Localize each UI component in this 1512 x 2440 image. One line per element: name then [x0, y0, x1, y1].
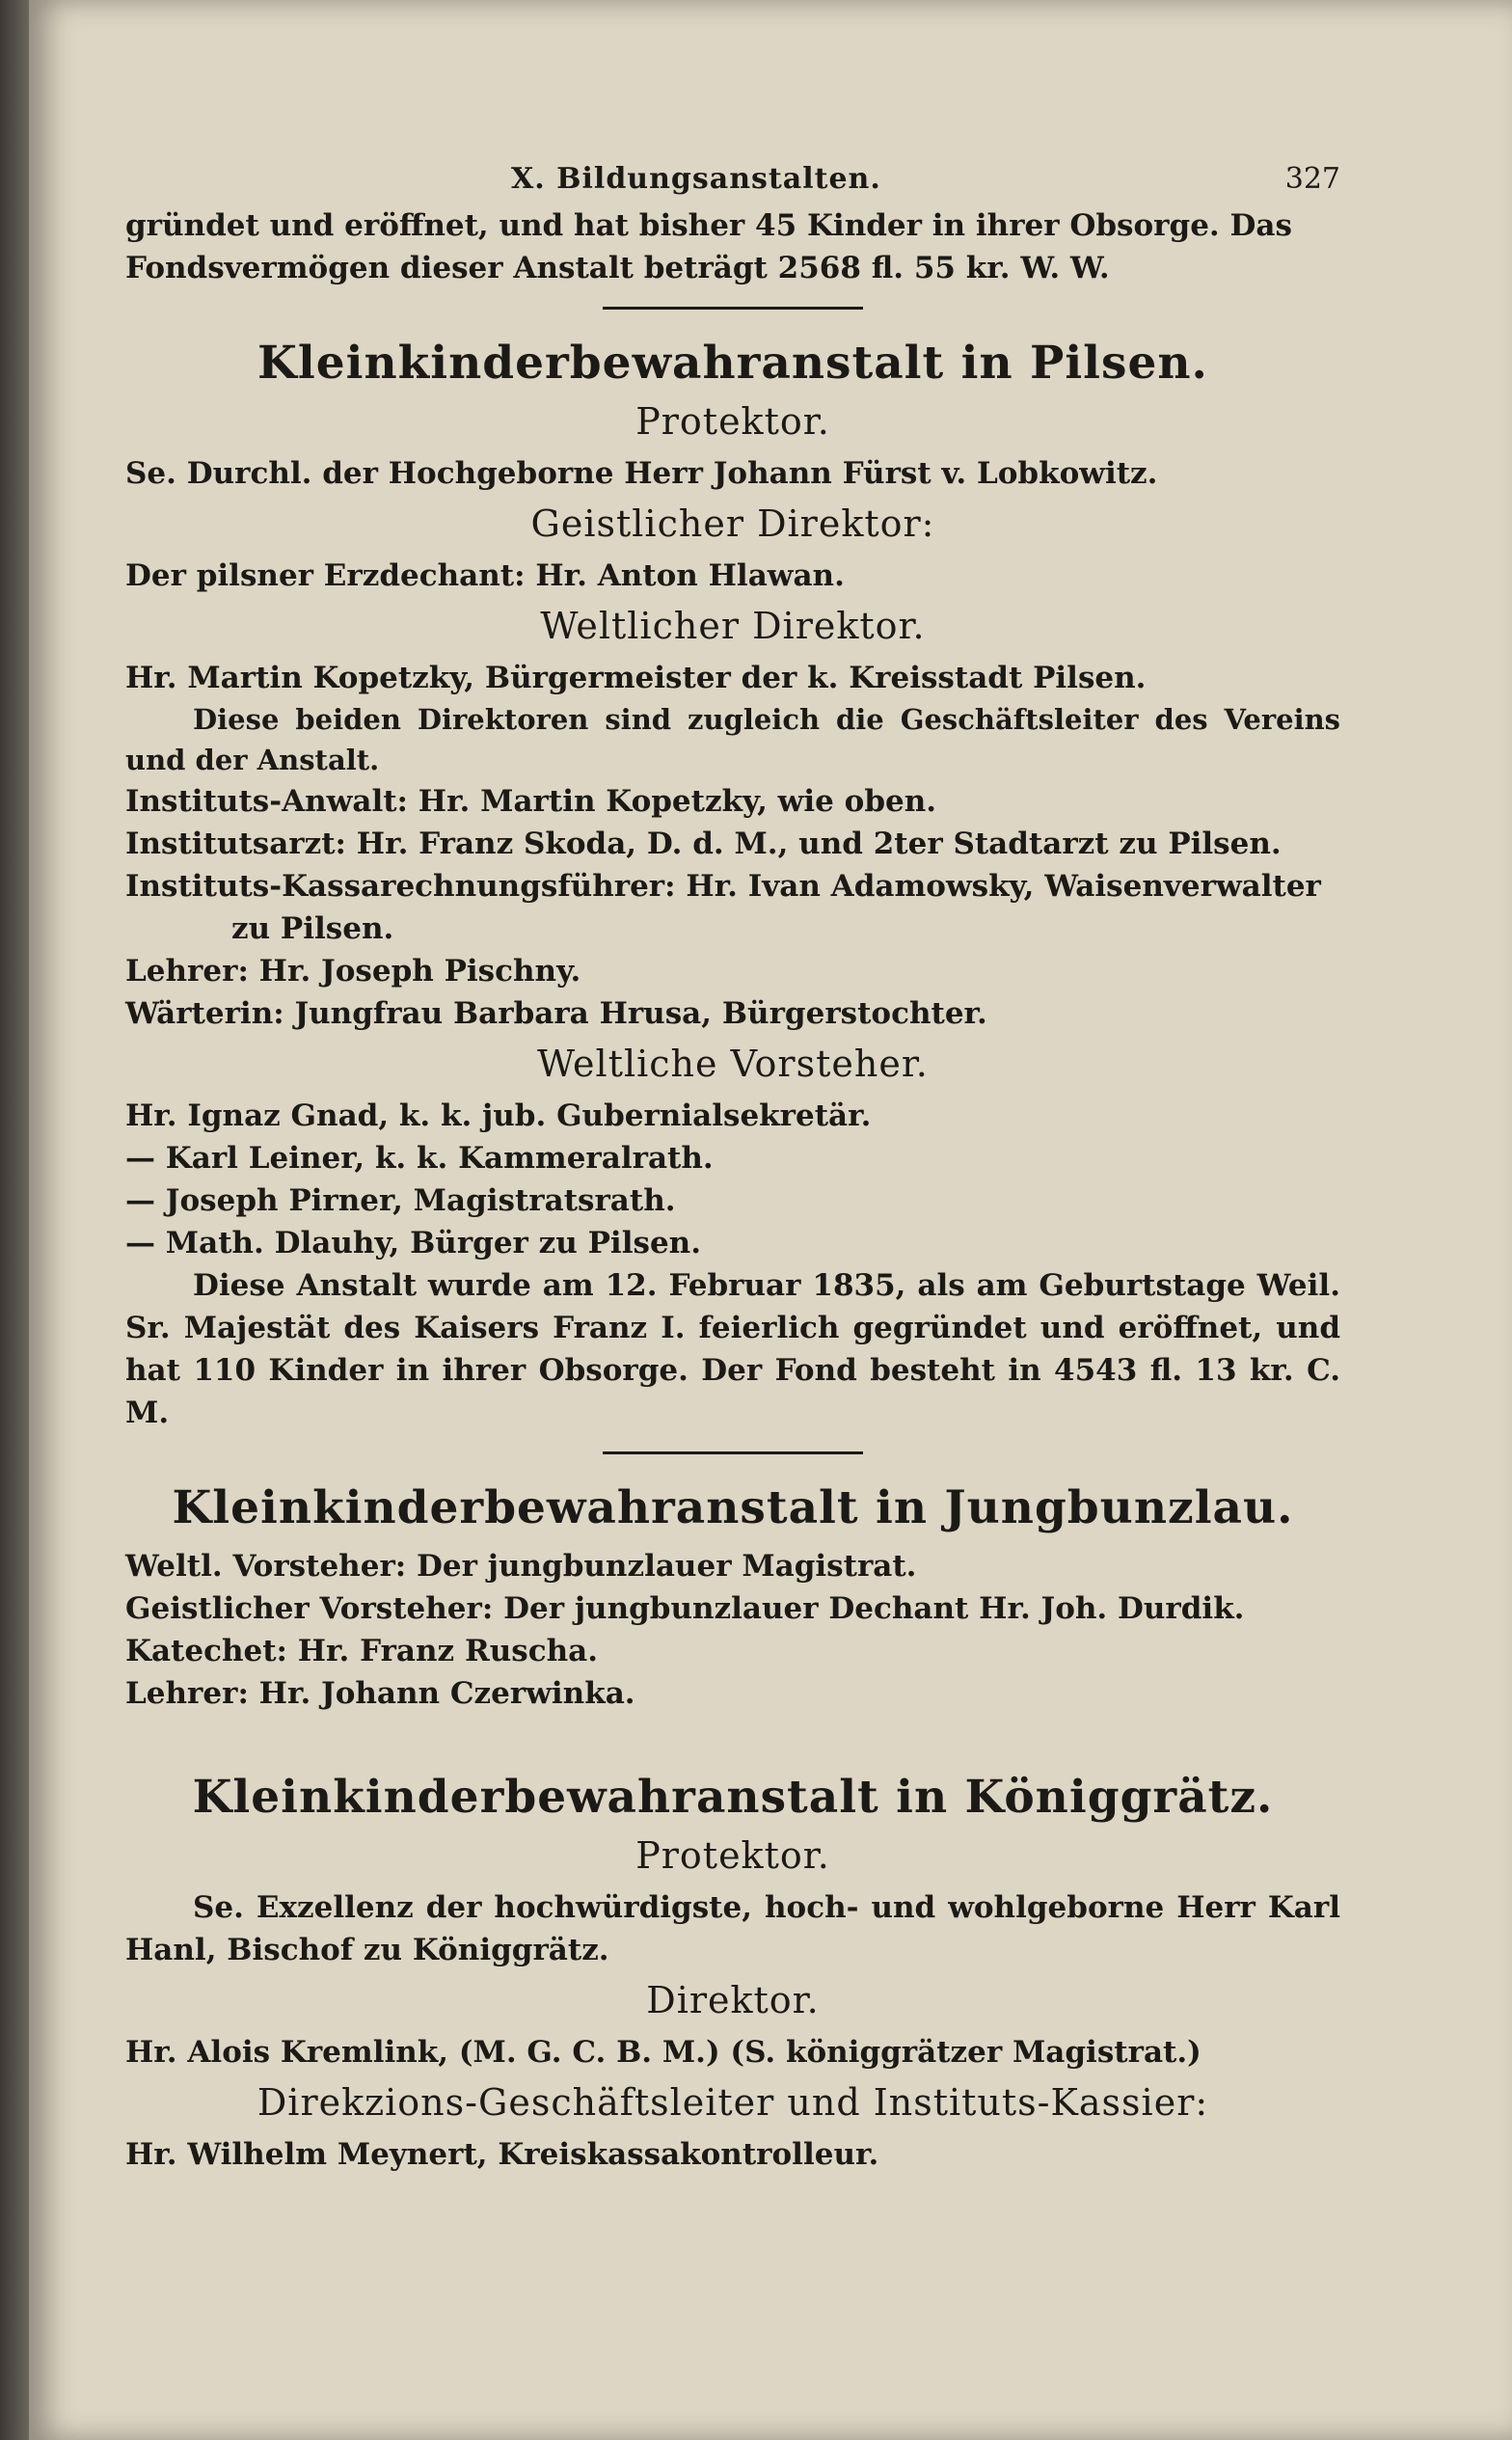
- protektor-entry: Se. Durchl. der Hochgeborne Herr Johann Fürst v. Lobkowitz.: [125, 456, 1158, 491]
- kassier-entry: Hr. Wilhelm Meynert, Kreiskassakontrolleur.: [125, 2137, 879, 2172]
- lehrer-entry: Lehrer: Hr. Johann Czerwinka.: [125, 1676, 635, 1711]
- running-title: X. Bildungsanstalten.: [511, 162, 881, 196]
- weltlicher-direktor-heading: Weltlicher Direktor.: [540, 605, 926, 647]
- protektor-entry: Se. Exzellenz der hochwürdigste, hoch- und wohlgeborne Herr Karl Hanl, Bischof zu Königgrätz.: [125, 1890, 1340, 1967]
- kassier-heading: Direkzions-Geschäftsleiter und Instituts-Kassier:: [256, 2081, 1209, 2124]
- vorsteher-entry: Hr. Ignaz Gnad, k. k. jub. Gubernialsekretär.: [125, 1098, 872, 1133]
- vorsteher-entry: — Joseph Pirner, Magistratsrath.: [125, 1183, 676, 1218]
- intro-line-1: gründet und eröffnet, und hat bisher 45 Kinder in ihrer Obsorge. Das: [125, 208, 1292, 243]
- book-page: [29, 0, 1512, 2440]
- katechet-entry: Katechet: Hr. Franz Ruscha.: [125, 1634, 598, 1668]
- rechnungsfuehrer-entry: Instituts-Kassarechnungsführer: Hr. Ivan Adamowsky, Waisenverwalter: [125, 869, 1321, 904]
- book-gutter: [0, 0, 29, 2440]
- founding-note: Diese Anstalt wurde am 12. Februar 1835, als am Geburtstage Weil. Sr. Majestät des Kaisers Franz I. feierlich gegründet und eröffnet, und hat 110 Kinder in ihrer Obsorge. Der Fond besteht in 4543 fl. 13 kr. C. M.: [125, 1268, 1340, 1430]
- section-title-pilsen: Kleinkinderbewahranstalt in Pilsen.: [257, 337, 1208, 390]
- intro-line-2: Fondsvermögen dieser Anstalt beträgt 2568 fl. 55 kr. W. W.: [125, 251, 1110, 285]
- direktor-entry: Hr. Alois Kremlink, (M. G. C. B. M.) (S. königgrätzer Magistrat.): [125, 2035, 1202, 2070]
- vorsteher-entry: — Karl Leiner, k. k. Kammeralrath.: [125, 1141, 714, 1176]
- section-title-koeniggraetz: Kleinkinderbewahranstalt in Königgrätz.: [192, 1771, 1274, 1824]
- anwalt-entry: Instituts-Anwalt: Hr. Martin Kopetzky, wie oben.: [125, 784, 937, 819]
- protektor-heading: Protektor.: [635, 1834, 830, 1877]
- lehrer-entry: Lehrer: Hr. Joseph Pischny.: [125, 954, 581, 989]
- weltlicher-direktor-entry: Hr. Martin Kopetzky, Bürgermeister der k. Kreisstadt Pilsen.: [125, 661, 1147, 695]
- geistlicher-direktor-entry: Der pilsner Erzdechant: Hr. Anton Hlawan.: [125, 558, 845, 593]
- page-header: [125, 145, 1340, 204]
- section-divider: [603, 307, 863, 310]
- direktoren-note: Diese beiden Direktoren sind zugleich die Geschäftsleiter des Vereins und der Anstalt.: [125, 703, 1340, 776]
- vorsteher-entry: — Math. Dlauhy, Bürger zu Pilsen.: [125, 1226, 701, 1261]
- geistlicher-direktor-heading: Geistlicher Direktor:: [530, 502, 935, 545]
- page-number: 327: [1284, 162, 1340, 196]
- section-divider: [603, 1451, 863, 1454]
- weltl-vorsteher-entry: Weltl. Vorsteher: Der jungbunzlauer Magistrat.: [125, 1549, 917, 1584]
- arzt-entry: Institutsarzt: Hr. Franz Skoda, D. d. M., und 2ter Stadtarzt zu Pilsen.: [125, 827, 1282, 861]
- direktor-heading: Direktor.: [646, 1979, 820, 2021]
- geistl-vorsteher-entry: Geistlicher Vorsteher: Der jungbunzlauer Dechant Hr. Joh. Durdik.: [125, 1591, 1245, 1626]
- page-content: [125, 145, 1340, 2176]
- section-title-jungbunzlau: Kleinkinderbewahranstalt in Jungbunzlau.: [172, 1481, 1294, 1534]
- protektor-heading: Protektor.: [635, 400, 830, 443]
- waerterin-entry: Wärterin: Jungfrau Barbara Hrusa, Bürgerstochter.: [125, 996, 987, 1031]
- rechnungsfuehrer-entry-cont: zu Pilsen.: [231, 911, 394, 946]
- vorsteher-heading: Weltliche Vorsteher.: [537, 1043, 929, 1085]
